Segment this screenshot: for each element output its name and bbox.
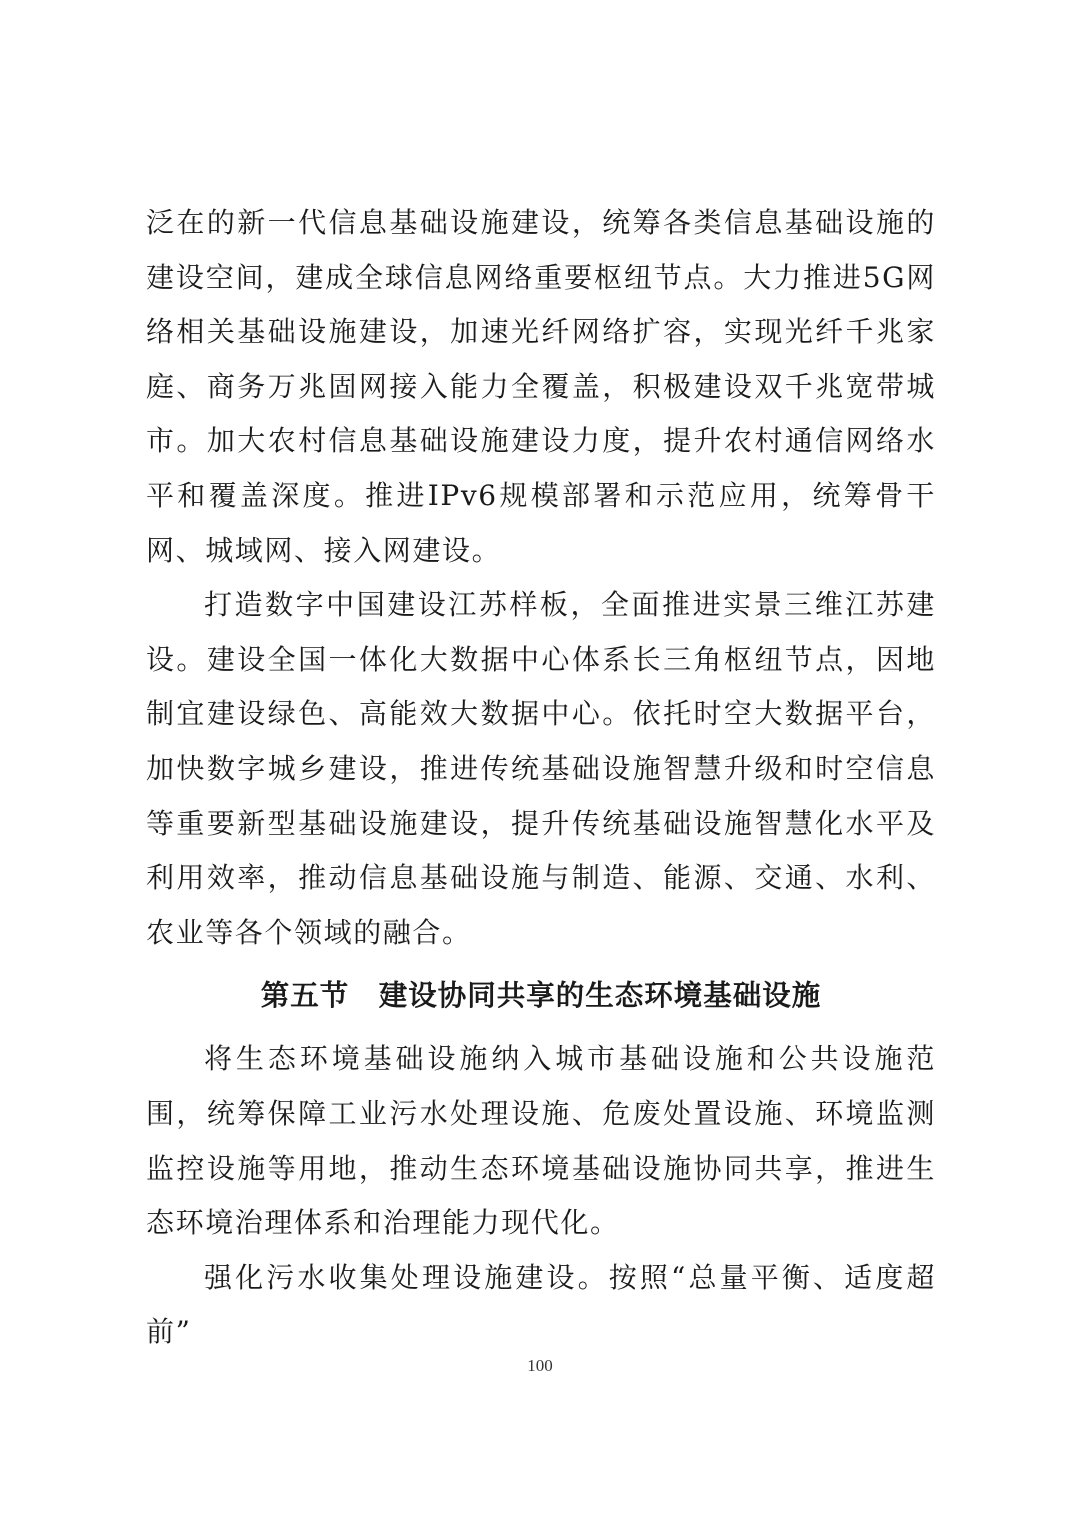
page-number: 100: [527, 1356, 553, 1375]
body-paragraph: 强化污水收集处理设施建设。按照“总量平衡、适度超前”: [146, 1260, 936, 1349]
page-content: [146, 196, 936, 1360]
section-heading: 第五节 建设协同共享的生态环境基础设施: [260, 979, 822, 1013]
body-paragraph: 将生态环境基础设施纳入城市基础设施和公共设施范围，统筹保障工业污水处理设施、危废处置设施、环境监测监控设施等用地，推动生态环境基础设施协同共享，推进生态环境治理体系和治理能力现代化。: [146, 1042, 936, 1240]
body-paragraph: 打造数字中国建设江苏样板，全面推进实景三维江苏建设。建设全国一体化大数据中心体系长三角枢纽节点，因地制宜建设绿色、高能效大数据中心。依托时空大数据平台，加快数字城乡建设，推进传统基础设施智慧升级和时空信息等重要新型基础设施建设，提升传统基础设施智慧化水平及利用效率，推动信息基础设施与制造、能源、交通、水利、农业等各个领域的融合。: [146, 588, 936, 949]
body-paragraph: 泛在的新一代信息基础设施建设，统筹各类信息基础设施的建设空间，建成全球信息网络重要枢纽节点。大力推进5G网络相关基础设施建设，加速光纤网络扩容，实现光纤千兆家庭、商务万兆固网接入能力全覆盖，积极建设双千兆宽带城市。加大农村信息基础设施建设力度，提升农村通信网络水平和覆盖深度。推进IPv6规模部署和示范应用，统筹骨干网、城域网、接入网建设。: [146, 206, 936, 567]
